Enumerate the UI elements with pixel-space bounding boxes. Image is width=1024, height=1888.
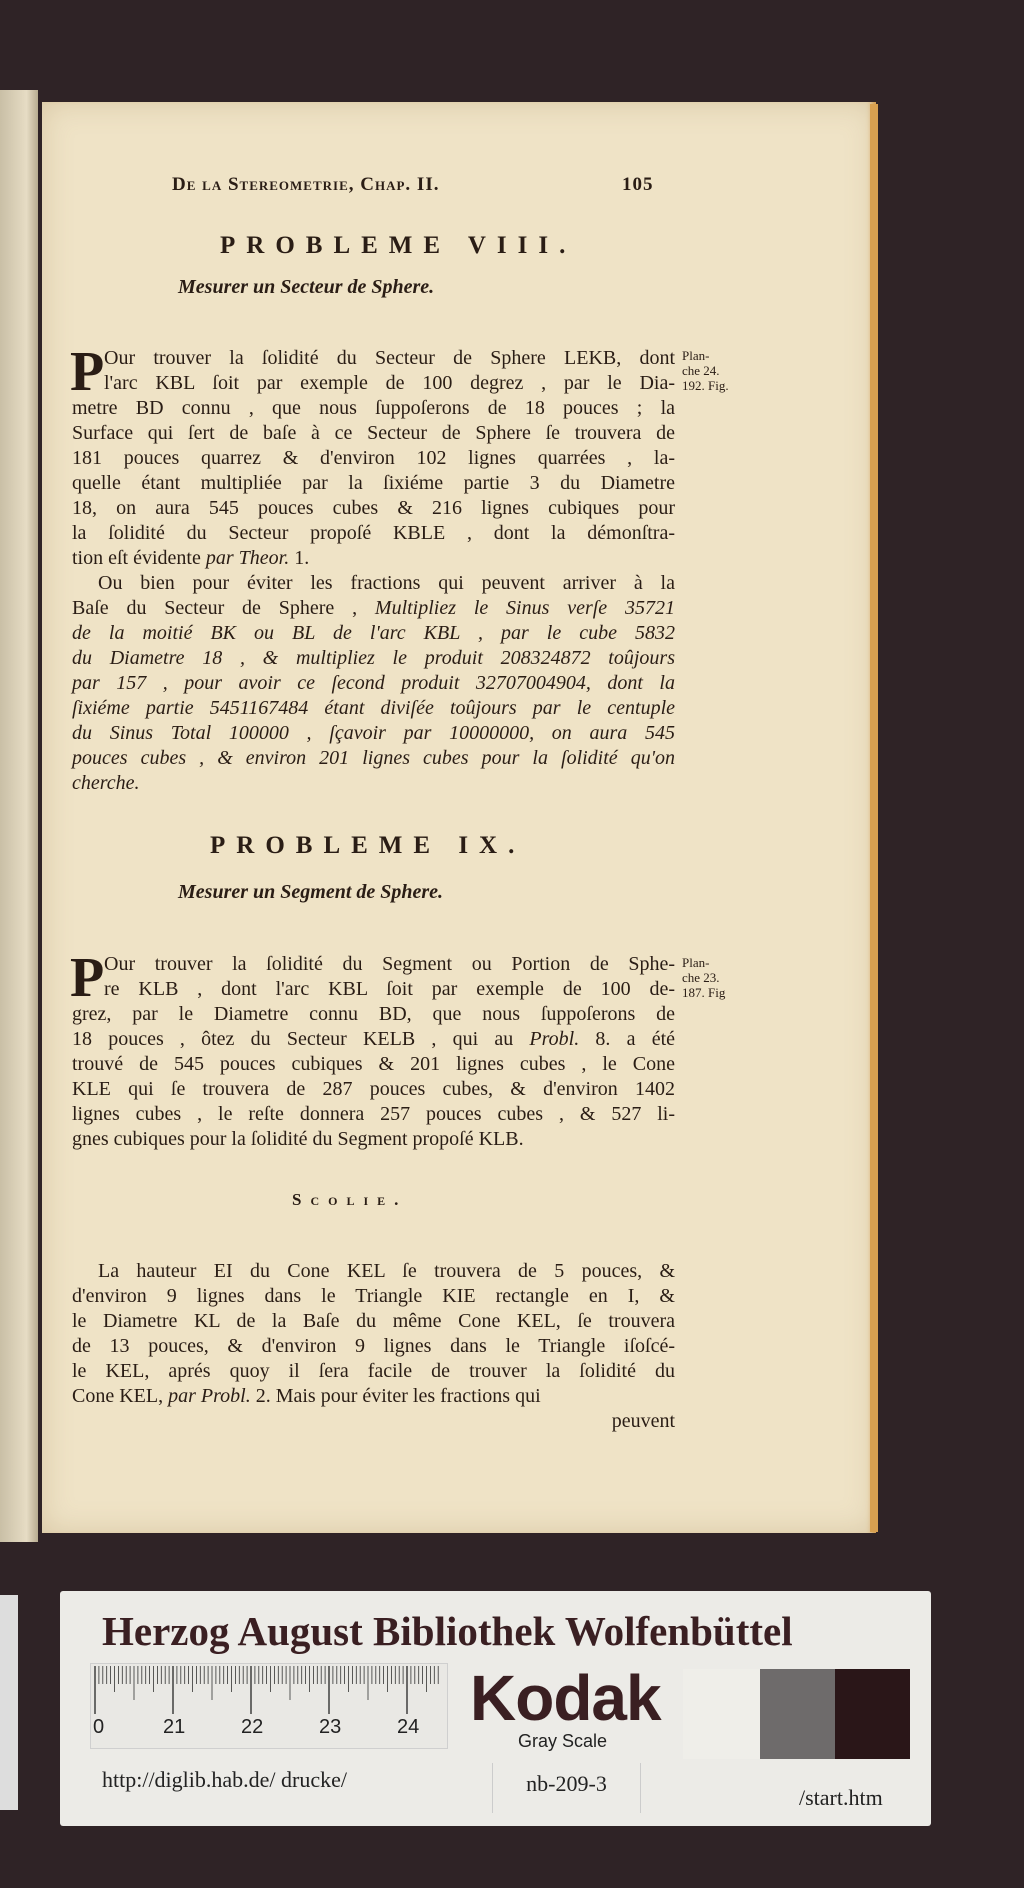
text-segment: Ou bien pour éviter les fractions qui peuvent arriver à la [98,572,675,594]
text-line [72,1309,675,1334]
problem-8-paragraph-1 [70,341,675,571]
ruler [90,1663,448,1749]
text-segment: Our trouver la ſolidité du Secteur de Sphere LEKB, dont [104,347,675,369]
text-line [72,1102,675,1127]
drop-cap: P [70,341,105,403]
text-line [72,446,675,471]
italic-text: Probl. [529,1028,580,1050]
text-segment: 8. a été [579,1028,676,1050]
page-edge [870,104,878,1532]
italic-text: par Probl. [168,1385,251,1407]
text-line [72,346,675,371]
ruler-ticks [91,1664,447,1748]
margin-note-line: che 23. [682,970,720,985]
text-segment: Our trouver la ſolidité du Segment ou Portion de Sphe- [104,953,675,975]
text-segment: Baſe du Secteur de Sphere , [72,597,375,619]
text-line [72,977,675,1002]
italic-text: par Theor. [205,547,290,569]
ruler-label: 21 [163,1716,186,1738]
text-segment: l'arc KBL ſoit par exemple de 100 degrez , par le Dia- [104,372,675,394]
text-line [72,1002,675,1027]
margin-note-line: 192. Fig. [682,378,729,393]
problem-9-subtitle: Mesurer un Segment de Sphere. [178,881,444,903]
running-title: De la Stereometrie, Chap. II. [172,174,440,195]
scolie-paragraph [72,1259,675,1409]
italic-text: du Diametre 18 , & multipliez le produit 208324872 toûjours [72,647,675,669]
facing-page-edge [0,90,38,1542]
text-segment: 181 pouces quarrez & d'environ 102 lignes quarrées , la- [72,447,675,469]
italic-text: Multipliez le Sinus verſe 35721 [374,597,675,619]
text-line [72,771,675,796]
text-segment: 18 pouces , ôtez du Secteur KELB , qui au [72,1028,530,1050]
text-line [72,571,675,596]
text-segment: 2. Mais pour éviter les fractions qui [250,1385,541,1407]
gray-scale-label: Gray Scale [518,1731,608,1751]
text-segment: grez, par le Diametre connu BD, que nous ſuppoſerons de [72,1003,675,1025]
ruler-label: 22 [241,1716,264,1738]
text-segment: La hauteur EI du Cone KEL ſe trouvera de 5 pouces, & [98,1260,675,1282]
text-line [72,671,675,696]
ruler-label: 23 [319,1716,342,1738]
text-line [72,421,675,446]
text-segment: Surface qui ſert de baſe à ce Secteur de Sphere ſe trouvera de [72,422,675,444]
problem-8-title: PROBLEME VIII. [220,232,577,259]
text-segment: trouvé de 545 pouces cubiques & 201 lignes cubes , le Cone [72,1053,675,1075]
text-line [72,746,675,771]
text-line [72,1284,675,1309]
text-line [72,1359,675,1384]
kodak-logo: Kodak [470,1662,661,1734]
margin-note-line: 187. Fig [682,985,726,1000]
swatch-white [683,1669,760,1759]
facing-card-edge [0,1595,18,1810]
url-prefix: http://diglib.hab.de/ drucke/ [102,1767,348,1792]
text-line [72,596,675,621]
text-line [72,1027,675,1052]
text-segment: 18, on aura 545 pouces cubes & 216 lignes cubiques pour [72,497,675,519]
italic-text: ſixiéme partie 5451167484 étant diviſée toûjours par le centuple [72,697,675,719]
text-line [72,621,675,646]
text-segment: lignes cubes , le reſte donnera 257 pouces cubes , & 527 li- [72,1103,675,1125]
text-line [72,1077,675,1102]
italic-text: du Sinus Total 100000 , ſçavoir par 10000000, on aura 545 [72,722,675,744]
catchword: peuvent [611,1410,675,1432]
text-segment: 1. [289,547,310,569]
ruler-label: 0 [93,1716,105,1738]
text-segment: le Diametre KL de la Baſe du même Cone KEL, ſe trouvera [72,1310,675,1332]
margin-note-plate-23 [682,955,725,1000]
text-segment: KLE qui ſe trouvera de 287 pouces cubes, & d'environ 1402 [72,1078,675,1100]
text-line [72,471,675,496]
italic-text: par 157 , pour avoir ce ſecond produit 32707004904, dont la [72,672,675,694]
text-line [72,952,675,977]
text-segment: tion eſt évidente [72,547,206,569]
scolie-title: Scolie. [292,1190,408,1209]
margin-note-line: che 24. [682,363,720,378]
text-segment: de 13 pouces, & d'environ 9 lignes dans le Triangle iſoſcé- [72,1335,675,1357]
text-line [72,521,675,546]
text-line [72,1384,675,1409]
catchword-row [72,1409,675,1434]
italic-text: pouces cubes , & environ 201 lignes cubes pour la ſolidité qu'on [72,747,675,769]
text-line [72,371,675,396]
url-suffix: /start.htm [799,1785,883,1810]
problem-9-title: PROBLEME IX. [210,832,526,859]
ruler-label: 24 [397,1716,420,1738]
text-segment: d'environ 9 lignes dans le Triangle KIE rectangle en I, & [72,1285,675,1307]
text-segment: gnes cubiques pour la ſolidité du Segment propoſé KLB. [72,1128,524,1150]
text-line [72,546,675,571]
text-segment: la ſolidité du Secteur propoſé KBLE , dont la démonſtra- [72,522,675,544]
library-name: Herzog August Bibliothek Wolfenbüttel [102,1608,793,1654]
text-segment: Cone KEL, [72,1385,169,1407]
margin-note-line: Plan- [682,348,710,363]
italic-text: de la moitié BK ou BL de l'arc KBL , par le cube 5832 [72,622,675,644]
text-segment: metre BD connu , que nous ſuppoſerons de 18 pouces ; la [72,397,675,419]
color-target-card [60,1591,931,1826]
shelfmark: nb-209-3 [492,1763,641,1813]
text-segment: quelle étant multipliée par la ſixiéme partie 3 du Diametre [72,472,675,494]
text-line [72,1127,675,1152]
problem-9-paragraph-1 [70,947,676,1152]
text-segment: le KEL, aprés quoy il ſera facile de trouver la ſolidité du [72,1360,675,1382]
swatch-gray [760,1669,835,1759]
italic-text: cherche. [72,772,140,794]
page-number: 105 [622,174,654,195]
text-line [72,646,675,671]
text-line [72,721,675,746]
text-line [72,496,675,521]
drop-cap: P [70,947,105,1009]
text-line [72,396,675,421]
text-segment: re KLB , dont l'arc KBL ſoit par exemple de 100 de- [104,978,675,1000]
margin-note-plate-24 [682,348,729,393]
margin-note-line: Plan- [682,955,710,970]
problem-8-paragraph-2 [72,571,675,796]
text-line [72,1052,675,1077]
swatch-black [835,1669,910,1759]
problem-8-subtitle: Mesurer un Secteur de Sphere. [178,276,435,298]
text-line [72,1259,675,1284]
text-line [72,696,675,721]
text-line [72,1334,675,1359]
